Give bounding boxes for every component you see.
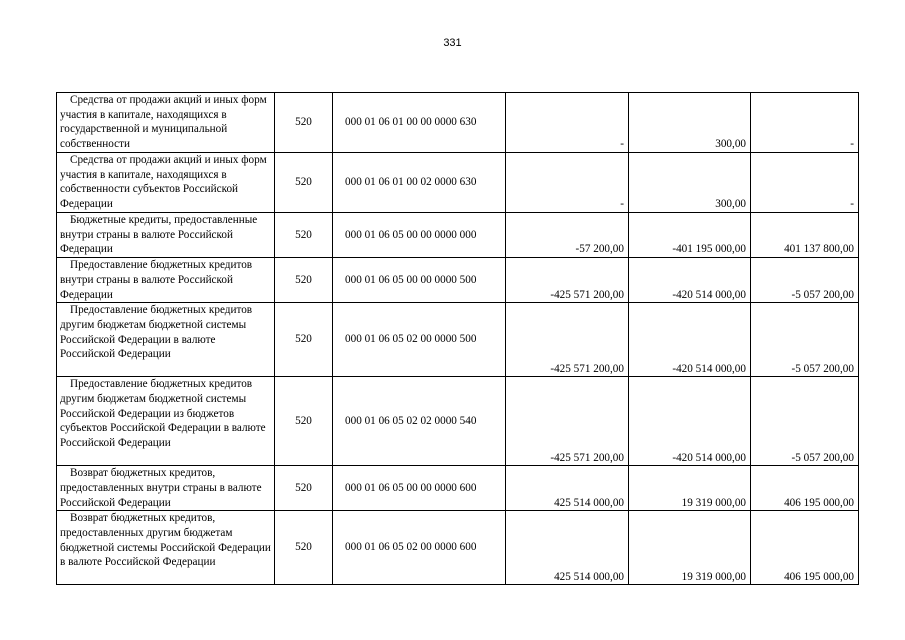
- row-value-3: 401 137 800,00: [751, 213, 859, 258]
- row-value-1: -57 200,00: [506, 213, 629, 258]
- row-classification-code: 000 01 06 01 00 00 0000 630: [333, 93, 506, 153]
- row-value-2: -401 195 000,00: [629, 213, 751, 258]
- row-value-2: -420 514 000,00: [629, 258, 751, 303]
- table-row: [57, 153, 859, 213]
- row-value-2: -420 514 000,00: [629, 377, 751, 466]
- row-value-2: 19 319 000,00: [629, 511, 751, 585]
- row-name: Бюджетные кредиты, предоставленные внутри страны в валюте Российской Федерации: [57, 213, 275, 258]
- row-admin-code: 520: [275, 303, 333, 377]
- table-row: [57, 466, 859, 511]
- row-name: Возврат бюджетных кредитов, предоставленных другим бюджетам бюджетной системы Российской Федерации в валюте Российской Федерации: [57, 511, 275, 585]
- row-value-1: -425 571 200,00: [506, 303, 629, 377]
- budget-sources-table: [56, 92, 859, 585]
- row-value-3: -: [751, 153, 859, 213]
- row-classification-code: 000 01 06 05 00 00 0000 500: [333, 258, 506, 303]
- row-name: Предоставление бюджетных кредитов другим бюджетам бюджетной системы Российской Федерации в валюте Российской Федерации: [57, 303, 275, 377]
- row-value-1: -425 571 200,00: [506, 258, 629, 303]
- row-name: Средства от продажи акций и иных форм участия в капитале, находящихся в собственности субъектов Российской Федерации: [57, 153, 275, 213]
- row-classification-code: 000 01 06 05 00 00 0000 600: [333, 466, 506, 511]
- row-classification-code: 000 01 06 05 02 02 0000 540: [333, 377, 506, 466]
- row-admin-code: 520: [275, 258, 333, 303]
- row-value-2: 300,00: [629, 93, 751, 153]
- row-classification-code: 000 01 06 05 02 00 0000 500: [333, 303, 506, 377]
- row-admin-code: 520: [275, 213, 333, 258]
- row-value-3: -5 057 200,00: [751, 258, 859, 303]
- row-name: Средства от продажи акций и иных форм участия в капитале, находящихся в государственной и муниципальной собственности: [57, 93, 275, 153]
- row-classification-code: 000 01 06 05 02 00 0000 600: [333, 511, 506, 585]
- row-value-2: -420 514 000,00: [629, 303, 751, 377]
- row-name: Предоставление бюджетных кредитов другим бюджетам бюджетной системы Российской Федерации из бюджетов субъектов Российской Федерации в валюте Российской Федерации: [57, 377, 275, 466]
- page-number: 331: [443, 37, 462, 49]
- row-value-2: 300,00: [629, 153, 751, 213]
- table-row: [57, 93, 859, 153]
- row-value-1: -: [506, 153, 629, 213]
- table-row: [57, 213, 859, 258]
- table-row: [57, 303, 859, 377]
- row-admin-code: 520: [275, 377, 333, 466]
- row-name: Возврат бюджетных кредитов, предоставленных внутри страны в валюте Российской Федерации: [57, 466, 275, 511]
- row-value-3: 406 195 000,00: [751, 466, 859, 511]
- row-value-3: -: [751, 93, 859, 153]
- row-admin-code: 520: [275, 466, 333, 511]
- row-value-3: 406 195 000,00: [751, 511, 859, 585]
- row-name: Предоставление бюджетных кредитов внутри страны в валюте Российской Федерации: [57, 258, 275, 303]
- row-admin-code: 520: [275, 153, 333, 213]
- table-row: [57, 258, 859, 303]
- row-value-1: 425 514 000,00: [506, 511, 629, 585]
- row-value-1: -: [506, 93, 629, 153]
- row-value-3: -5 057 200,00: [751, 377, 859, 466]
- table-row: [57, 511, 859, 585]
- row-value-3: -5 057 200,00: [751, 303, 859, 377]
- row-value-2: 19 319 000,00: [629, 466, 751, 511]
- table-row: [57, 377, 859, 466]
- row-value-1: -425 571 200,00: [506, 377, 629, 466]
- row-classification-code: 000 01 06 01 00 02 0000 630: [333, 153, 506, 213]
- row-admin-code: 520: [275, 93, 333, 153]
- row-classification-code: 000 01 06 05 00 00 0000 000: [333, 213, 506, 258]
- row-admin-code: 520: [275, 511, 333, 585]
- row-value-1: 425 514 000,00: [506, 466, 629, 511]
